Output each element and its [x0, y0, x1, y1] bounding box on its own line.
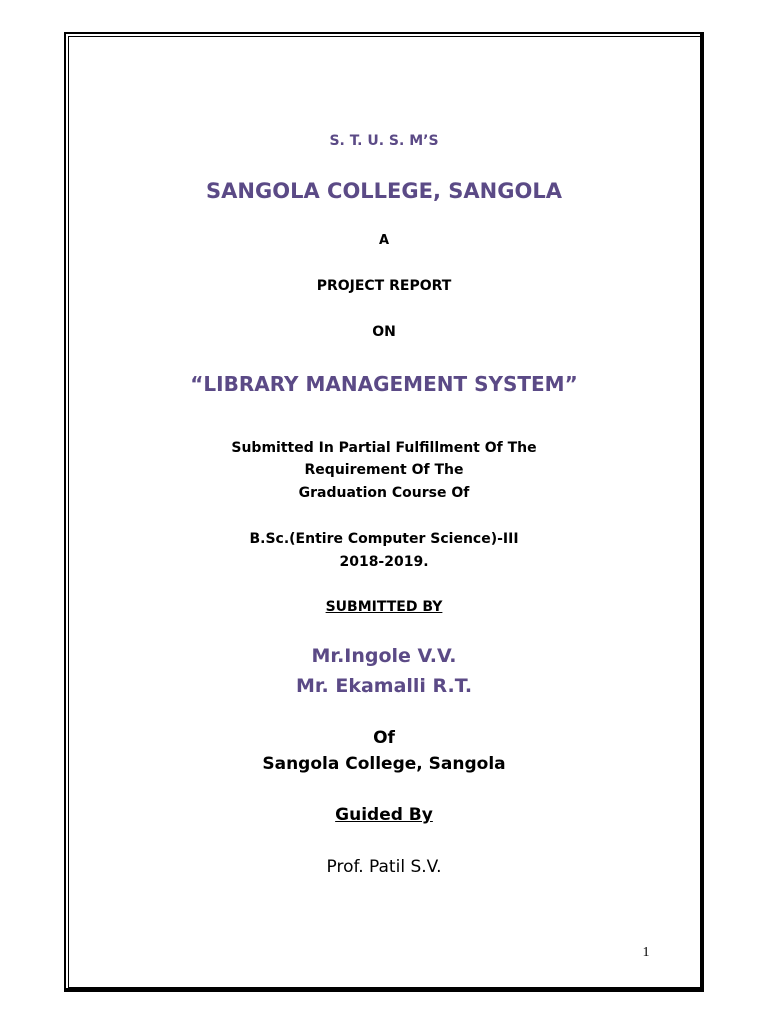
guide-name: Prof. Patil S.V. [326, 857, 442, 877]
on-label: ON [372, 324, 396, 340]
project-title: “LIBRARY MANAGEMENT SYSTEM” [190, 372, 578, 396]
guided-by-heading: Guided By [335, 805, 433, 825]
report-label: PROJECT REPORT [316, 278, 452, 294]
college-title: SANGOLA COLLEGE, SANGOLA [206, 179, 562, 203]
course-name: B.Sc.(Entire Computer Science)-III [249, 531, 519, 547]
submitted-by-heading: SUBMITTED BY [325, 599, 443, 615]
student-name-1: Mr.Ingole V.V. [311, 645, 457, 667]
college-name: Sangola College, Sangola [262, 754, 506, 774]
trust-name: S. T. U. S. M’S [329, 133, 439, 149]
submission-line-1: Submitted In Partial Fulfillment Of The [231, 440, 537, 456]
a-label: A [378, 233, 390, 248]
academic-year: 2018-2019. [339, 554, 429, 570]
submission-line-3: Graduation Course Of [298, 485, 470, 501]
student-name-2: Mr. Ekamalli R.T. [295, 675, 473, 697]
of-label: Of [373, 728, 395, 748]
submission-line-2: Requirement Of The [304, 462, 464, 478]
page-number: 1 [642, 945, 650, 960]
